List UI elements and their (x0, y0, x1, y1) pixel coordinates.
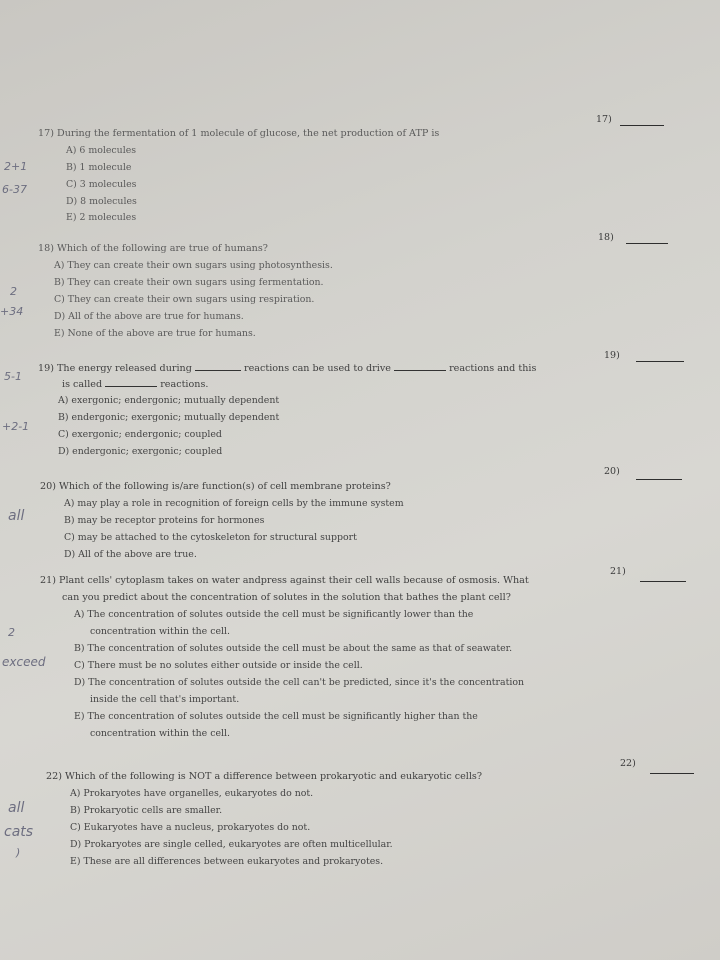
fill-blank (394, 362, 446, 371)
option: B) Prokaryotic cells are smaller. (70, 805, 223, 816)
option: D) 8 molecules (66, 196, 137, 207)
option: B) 1 molecule (66, 162, 132, 173)
option: E) 2 molecules (66, 212, 137, 223)
stem-line-2-b: reactions. (160, 379, 209, 390)
question-stem: 20) Which of the following is/are function(s) of cell membrane proteins? (40, 481, 391, 492)
option-continued: concentration within the cell. (90, 626, 230, 637)
option: D) All of the above are true. (64, 549, 197, 560)
stem-part-2: reactions can be used to drive (243, 363, 391, 374)
answer-number: 22) (620, 758, 636, 769)
option: D) endergonic; exergonic; coupled (58, 446, 223, 457)
handwritten-note: +2-1 (2, 420, 30, 433)
handwritten-note: exceed (2, 655, 46, 669)
option: A) 6 molecules (66, 145, 137, 156)
option: C) exergonic; endergonic; coupled (58, 429, 222, 440)
option: E) These are all differences between eukaryotes and prokaryotes. (70, 856, 384, 867)
option: B) The concentration of solutes outside the cell must be about the same as that of seawater. (74, 643, 513, 654)
handwritten-note: 2+1 (4, 160, 28, 173)
option: A) may play a role in recognition of foreign cells by the immune system (64, 498, 404, 509)
answer-blank (620, 125, 664, 126)
stem-part-1: 19) The energy released during (38, 363, 192, 374)
answer-number: 17) (596, 114, 612, 125)
option: A) Prokaryotes have organelles, eukaryotes do not. (70, 788, 314, 799)
stem-part-3: reactions and this (449, 363, 537, 374)
option: C) may be attached to the cytoskeleton for structural support (64, 532, 357, 543)
answer-blank (650, 773, 694, 774)
question-stem: 21) Plant cells' cytoplasm takes on water andpress against their cell walls because of osmosis. What (40, 575, 529, 586)
handwritten-note: 2 (10, 285, 17, 298)
option-continued: inside the cell that's important. (90, 694, 240, 705)
option: B) may be receptor proteins for hormones (64, 515, 265, 526)
question-stem-line-2: can you predict about the concentration of solutes in the solution that bathes the plant cell? (62, 592, 511, 603)
handwritten-note: 5-1 (4, 370, 22, 383)
option: C) Eukaryotes have a nucleus, prokaryotes do not. (70, 822, 311, 833)
answer-number: 18) (598, 232, 614, 243)
fill-blank (195, 362, 241, 371)
answer-number: 20) (604, 466, 620, 477)
option: A) exergonic; endergonic; mutually dependent (58, 395, 280, 406)
answer-blank (636, 479, 682, 480)
option: D) The concentration of solutes outside the cell can't be predicted, since it's the concentration (74, 677, 525, 688)
handwritten-note: ) (16, 846, 21, 859)
option: C) There must be no solutes either outside or inside the cell. (74, 660, 363, 671)
answer-blank (636, 361, 684, 362)
stem-line-2-a: is called (62, 379, 103, 390)
answer-blank (626, 243, 668, 244)
option: D) Prokaryotes are single celled, eukaryotes are often multicellular. (70, 839, 393, 850)
handwritten-note: all (8, 800, 25, 816)
handwritten-note: +34 (0, 305, 24, 318)
option: D) All of the above are true for humans. (54, 311, 244, 322)
option: A) They can create their own sugars using photosynthesis. (54, 260, 333, 271)
question-stem: 22) Which of the following is NOT a difference between prokaryotic and eukaryotic cells? (46, 771, 482, 782)
option: B) endergonic; exergonic; mutually dependent (58, 412, 280, 423)
handwritten-note: 6-37 (2, 183, 27, 196)
question-stem: 18) Which of the following are true of humans? (38, 243, 268, 254)
option: C) 3 molecules (66, 179, 137, 190)
answer-blank (640, 581, 686, 582)
option: A) The concentration of solutes outside the cell must be significantly lower than the (74, 609, 474, 620)
question-stem-line-2 (62, 378, 208, 390)
question-stem: 17) During the fermentation of 1 molecule of glucose, the net production of ATP is (38, 128, 440, 139)
option: E) None of the above are true for humans. (54, 328, 256, 339)
option-continued: concentration within the cell. (90, 728, 230, 739)
handwritten-note: 2 (8, 626, 15, 639)
fill-blank (105, 378, 157, 387)
answer-number: 21) (610, 566, 626, 577)
option: E) The concentration of solutes outside the cell must be significantly higher than the (74, 711, 478, 722)
option: C) They can create their own sugars using respiration. (54, 294, 315, 305)
question-stem (38, 362, 536, 374)
handwritten-note: all (8, 508, 25, 524)
handwritten-note: cats (4, 824, 34, 840)
answer-number: 19) (604, 350, 620, 361)
option: B) They can create their own sugars using fermentation. (54, 277, 324, 288)
